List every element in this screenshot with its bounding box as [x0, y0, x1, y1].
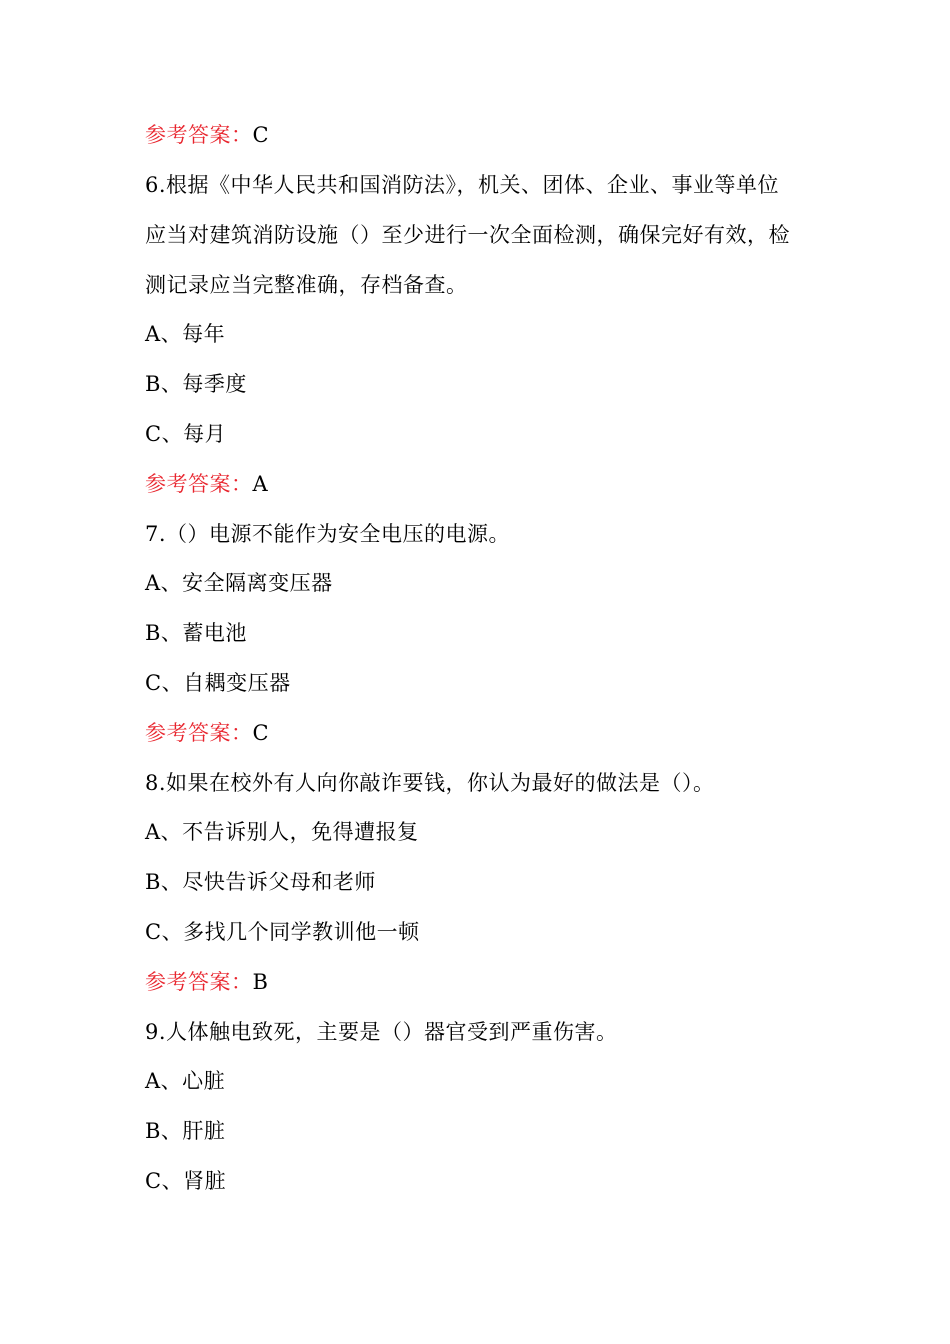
question-8: 8.如果在校外有人向你敲诈要钱，你认为最好的做法是（）。 [145, 771, 715, 795]
question-6-line-3: 测记录应当完整准确，存档备查。 [145, 273, 468, 297]
answer-value: B [252, 970, 269, 994]
answer-line [145, 118, 269, 152]
question-8-option-a: A、不告诉别人，免得遭报复 [145, 820, 419, 844]
answer-value: A [252, 472, 269, 496]
question-7-option-b: B、蓄电池 [145, 621, 247, 645]
answer-value: C [252, 721, 270, 745]
question-6-line-2: 应当对建筑消防设施（）至少进行一次全面检测，确保完好有效，检 [145, 223, 790, 247]
question-7-option-c: C、自耦变压器 [145, 671, 291, 695]
question-9: 9.人体触电致死，主要是（）器官受到严重伤害。 [145, 1020, 618, 1044]
question-6-answer [145, 467, 268, 501]
question-9-option-b: B、肝脏 [145, 1119, 226, 1143]
question-8-answer [145, 965, 268, 999]
answer-label: 参考答案： [145, 123, 253, 147]
question-9-option-c: C、肾脏 [145, 1169, 227, 1193]
question-6-option-a: A、每年 [145, 322, 226, 346]
question-7-option-a: A、安全隔离变压器 [145, 571, 333, 595]
question-6-option-b: B、每季度 [145, 372, 247, 396]
question-8-option-c: C、多找几个同学教训他一顿 [145, 920, 420, 944]
answer-label: 参考答案： [145, 721, 253, 745]
question-7: 7.（）电源不能作为安全电压的电源。 [145, 522, 511, 546]
question-8-option-b: B、尽快告诉父母和老师 [145, 870, 376, 894]
question-6-line-1: 6.根据《中华人民共和国消防法》，机关、团体、企业、事业等单位 [145, 173, 780, 197]
answer-label: 参考答案： [145, 970, 253, 994]
answer-value: C [252, 123, 270, 147]
answer-label: 参考答案： [145, 472, 253, 496]
question-7-answer [145, 716, 269, 750]
question-9-option-a: A、心脏 [145, 1069, 226, 1093]
question-6-option-c: C、每月 [145, 422, 227, 446]
